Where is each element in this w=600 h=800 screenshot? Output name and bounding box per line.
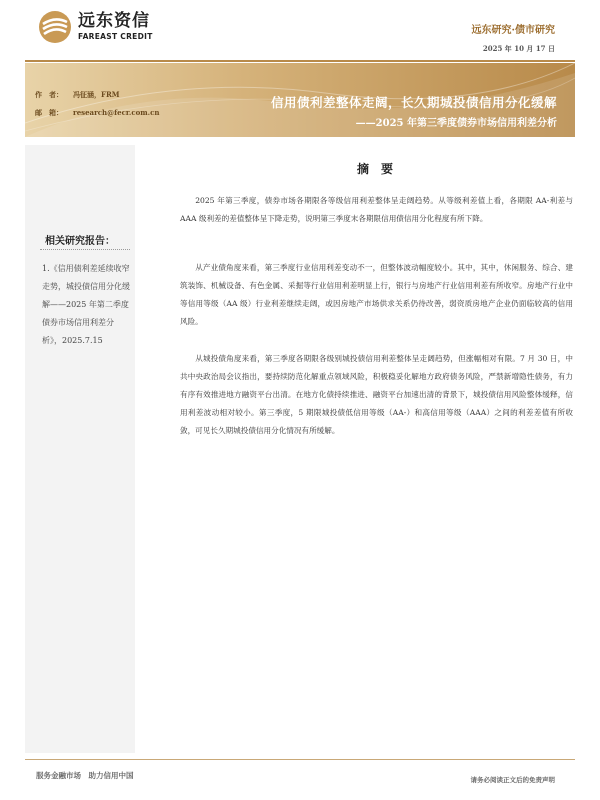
fareast-logo-icon [38, 10, 72, 44]
email-label: 邮 箱： [35, 108, 63, 117]
report-series: 远东研究·债市研究 [471, 25, 555, 36]
abstract-heading: 摘要 [357, 162, 406, 176]
report-date: 2025 年 10 月 17 日 [482, 44, 555, 53]
footer-slogan: 服务金融市场 助力信用中国 [36, 771, 134, 780]
footer-divider [25, 759, 575, 760]
related-reports-divider [40, 249, 130, 250]
footer-disclaimer: 请务必阅读正文后的免责声明 [470, 776, 555, 784]
report-title: 信用债利差整体走阔，长久期城投债信用分化缓解 [270, 95, 557, 110]
author-label: 作 者： [35, 90, 63, 99]
email-line [35, 108, 159, 118]
title-banner [25, 63, 575, 137]
logo-en-text: FAREAST CREDIT [78, 32, 153, 42]
logo-cn-text: 远东资信 [78, 11, 150, 32]
abstract-paragraph: 2025 年第三季度，债券市场各期限各等级信用利差整体呈走阔趋势。从等级利差值上看，各期限 AA-利差与 AAA 级利差的差值整体呈下降走势，说明第三季度末各期限信用债信用分化程度有所下降。 [180, 196, 573, 223]
related-report-link[interactable]: 1.《信用债利差延续收窄走势，城投债信用分化缓解——2025 年第二季度债券市场信用利差分析》，2025.7.15 [42, 264, 130, 345]
related-reports-heading: 相关研究报告： [45, 236, 115, 247]
company-logo [38, 10, 153, 44]
sidebar [25, 145, 135, 753]
email-value[interactable]: research@fecr.com.cn [73, 108, 160, 117]
report-subtitle: ——2025 年第三季度债券市场信用利差分析 [355, 118, 557, 129]
abstract-paragraph: 从城投债角度来看，第三季度各期限各级别城投债信用利差整体呈走阔趋势，但涨幅相对有限。7 月 30 日，中共中央政治局会议指出，要持续防范化解重点领域风险，积极稳妥化解地方政府债务风险，严禁新增隐性债务，有力有序有效推进地方融资平台出清。在地方化债持续推进、融资平台加速出清的背景下，城投债信用风险整体缓释，信用利差波动相对较小。第三季度，5 期限城投债低信用等级（AA-）和高信用等级（AAA）之间的利差差值有所收敛，可见长久期城投债信用分化情况有所缓解。 [180, 354, 573, 435]
author-value: 冯征涵，FRM [73, 90, 120, 99]
abstract-paragraph: 从产业债角度来看，第三季度行业信用利差变动不一，但整体波动幅度较小。其中，其中，休闲服务、综合、建筑装饰、机械设备、有色金属、采掘等行业信用利差明显上行，银行与房地产行业信用利差有所收窄。房地产行业中等信用等级（AA 级）行业利差继续走阔，或因房地产市场供求关系仍待改善，弱资质房地产企业仍面临较高的信用风险。 [180, 263, 573, 326]
header-divider [25, 60, 575, 62]
author-line [35, 90, 120, 100]
